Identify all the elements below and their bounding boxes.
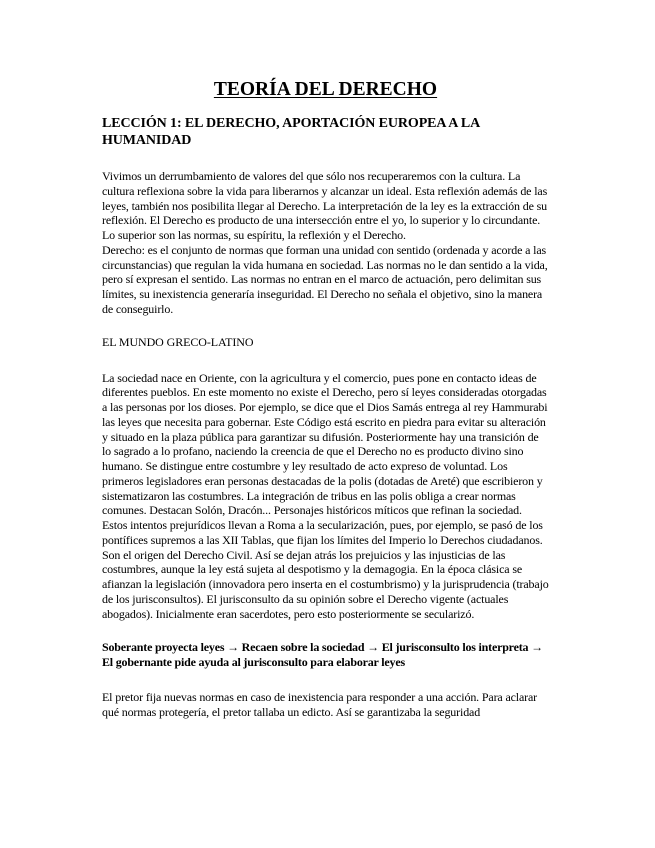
lesson-title: LECCIÓN 1: EL DERECHO, APORTACIÓN EUROPEA A LA HUMANIDAD (102, 116, 480, 148)
document-body (102, 78, 549, 720)
paragraph-definition: Derecho: es el conjunto de normas que forman una unidad con sentido (ordenada y acorde a las circunstancias) que regulan la vida humana en sociedad. Las normas no le dan sentido a la vida, pero sí expresan el sentido. Las normas no entran en el marco de actuación, pero delimitan sus límites, su inexistencia generaría inseguridad. El Derecho no señala el objetivo, sino la manera de conseguirlo. (102, 242, 548, 316)
paragraph-intro: Vivimos un derrumbamiento de valores del que sólo nos recuperaremos con la cultura. La cultura reflexiona sobre la vida para liberarnos y alcanzar un ideal. Esta reflexión además de las leyes, también nos posibilita llegar al Derecho. La interpretación de la ley es la extracción de su reflexión. El Derecho es producto de una intersección entre el yo, lo superior y lo circundante. Lo superior son las normas, su espíritu, la reflexión y el Derecho. (102, 169, 548, 242)
document-title: TEORÍA DEL DERECHO (213, 79, 438, 100)
flow-statement: Soberante proyecta leyes → Recaen sobre la sociedad → El jurisconsulto los interpreta → El gobernante pide ayuda al jurisconsulto para elaborar leyes (102, 640, 543, 670)
paragraph-greco-latin: La sociedad nace en Oriente, con la agricultura y el comercio, pues pone en contacto ideas de diferentes pueblos. En este momento no existe el Derecho, pero sí leyes consideradas otorgadas a las personas por los dioses. Por ejemplo, se dice que el Dios Samás entrega al rey Hammurabi las leyes que necesita para gobernar. Este Código está escrito en piedra para evitar su alteración y situado en la plaza pública para garantizar su difusión. Posteriormente hay una transición de lo sagrado a lo profano, naciendo la creencia de que el Derecho no es producto divino sino humano. Se distingue entre costumbre y ley resultado de acto expreso de voluntad. Los primeros legisladores eran personas destacadas de la polis (dotadas de Areté) que escribieron y sistematizaron las costumbres. La integración de tribus en las polis obliga a crear normas comunes. Destacan Solón, Dracón... Personajes históricos míticos que refinan la sociedad. Estos intentos prejurídicos llevan a Roma a la secularización, pues, por ejemplo, se pasó de los pontífices supremos a las XII Tablas, que fijan los límites del Imperio lo Derechos ciudadanos. Son el origen del Derecho Civil. Así se dejan atrás los prejuicios y las injusticias de las costumbres, aunque la ley está sujeta al despotismo y la demagogia. En la época clásica se afianzan la legislación (innovadora pero inserta en el costumbrismo) y la jurisprudencia (trabajo de los jurisconsultos). El jurisconsulto da su opinión sobre el Derecho vigente (actuales abogados). Inicialmente eran sacerdotes, pero esto posteriormente se secularizó. (102, 370, 549, 621)
paragraph-pretor: El pretor fija nuevas normas en caso de inexistencia para responder a una acción. Para aclarar qué normas protegería, el pretor tallaba un edicto. Así se garantizaba la seguridad (102, 690, 538, 719)
section-heading: EL MUNDO GRECO-LATINO (102, 334, 254, 349)
